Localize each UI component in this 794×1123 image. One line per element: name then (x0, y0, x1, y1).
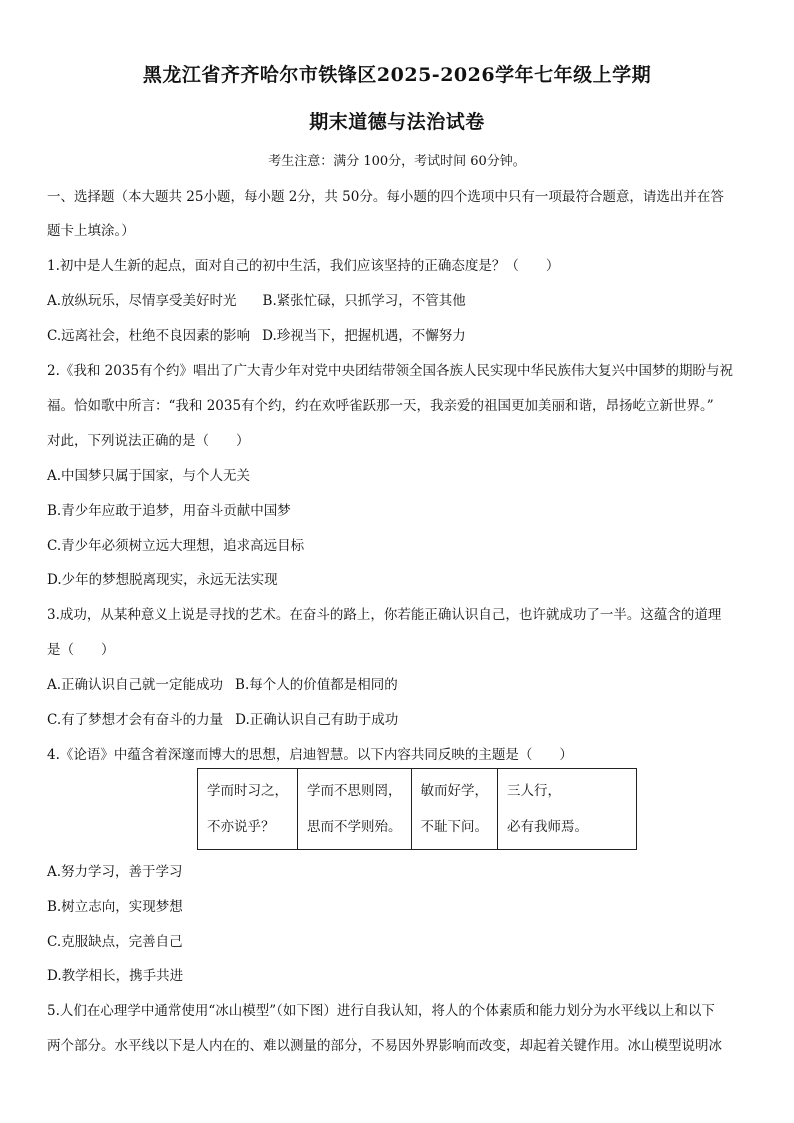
quote-line: 三人行， (507, 783, 561, 799)
table-cell (411, 769, 498, 850)
table-cell (498, 769, 637, 850)
question-3-options-cd (47, 708, 398, 728)
question-2-option-a: A.中国梦只属于国家，与个人无关 (47, 468, 251, 484)
question-2-stem-end: 对此，下列说法正确的是（ ） (47, 433, 250, 449)
question-2-option-c: C.青少年必须树立远大理想，追求高远目标 (47, 538, 305, 554)
question-4-option-b: B.树立志向，实现梦想 (47, 899, 183, 915)
section-heading: 一、选择题（本大题共 25小题，每小题 2分，共 50分。每小题的四个选项中只有一项最符合题意，请选出并在答 (47, 189, 724, 205)
question-1-option-a: A.放纵玩乐，尽情享受美好时光 (47, 293, 237, 309)
question-1-options-cd (47, 324, 466, 344)
lunyu-quote-table (197, 768, 637, 850)
table-cell (298, 769, 412, 850)
question-4-option-d: D.教学相长，携手共进 (47, 968, 184, 984)
question-2-stem: 2.《我和 2035有个约》唱出了广大青少年对党中央团结带领全国各族人民实现中华民族伟大复兴中国梦的期盼与祝 (47, 363, 734, 379)
question-4-option-c: C.克服缺点，完善自己 (47, 934, 183, 950)
question-5-stem: 5.人们在心理学中通常使用“冰山模型”（如下图）进行自我认知，将人的个体素质和能力划分为水平线以上和以下 (47, 1003, 715, 1019)
question-3-stem-cont: 是（ ） (47, 642, 115, 658)
question-1-option-c: C.远离社会，杜绝不良因素的影响 (47, 328, 251, 344)
section-heading-cont: 题卡上填涂。） (47, 223, 135, 239)
exam-title-line2: 期末道德与法治试卷 (309, 111, 485, 133)
quote-line: 不亦说乎？ (207, 819, 275, 835)
question-5-stem-cont: 两个部分。水平线以下是人内在的、难以测量的部分，不易因外界影响而改变，却起着关键作用。冰山模型说明冰 (47, 1038, 722, 1054)
quote-line: 不耻下问。 (420, 819, 488, 835)
question-2-stem-cont: 福。恰如歌中所言：“我和 2035有个约，约在欢呼雀跃那一天，我亲爱的祖国更加美丽和谐，昂扬屹立新世界。” (47, 398, 714, 414)
question-3-stem: 3.成功，从某种意义上说是寻找的艺术。在奋斗的路上，你若能正确认识自己，也许就成功了一半。这蕴含的道理 (47, 607, 722, 623)
question-3-options-ab (47, 673, 398, 693)
exam-title-line1: 黑龙江省齐齐哈尔市铁锋区2025-2026学年七年级上学期 (142, 64, 652, 86)
question-4-option-a: A.努力学习，善于学习 (47, 864, 183, 880)
question-3-option-b: B.每个人的价值都是相同的 (235, 677, 398, 693)
question-3-option-a: A.正确认识自己就一定能成功 (47, 677, 224, 693)
exam-notice: 考生注意：满分 100分，考试时间 60分钟。 (268, 154, 526, 169)
table-cell (198, 769, 298, 850)
quote-line: 思而不学则殆。 (307, 819, 402, 835)
table-row (198, 769, 637, 850)
question-1-options-ab (47, 289, 466, 309)
question-4-stem: 4.《论语》中蕴含着深邃而博大的思想，启迪智慧。以下内容共同反映的主题是（ ） (47, 747, 573, 763)
question-1-stem: 1.初中是人生新的起点，面对自己的初中生活，我们应该坚持的正确态度是？（ ） (47, 258, 560, 274)
question-3-option-d: D.正确认识自己有助于成功 (235, 712, 399, 728)
question-1-option-d: D.珍视当下，把握机遇，不懈努力 (262, 328, 466, 344)
quote-line: 必有我师焉。 (507, 819, 588, 835)
question-1-option-b: B.紧张忙碌，只抓学习，不管其他 (262, 293, 466, 309)
quote-line: 敏而好学， (420, 783, 488, 799)
question-2-option-b: B.青少年应敢于追梦，用奋斗贡献中国梦 (47, 503, 291, 519)
question-2-option-d: D.少年的梦想脱离现实，永远无法实现 (47, 572, 278, 588)
quote-line: 学而不思则罔， (307, 783, 402, 799)
question-3-option-c: C.有了梦想才会有奋斗的力量 (47, 712, 224, 728)
quote-line: 学而时习之， (207, 783, 288, 799)
